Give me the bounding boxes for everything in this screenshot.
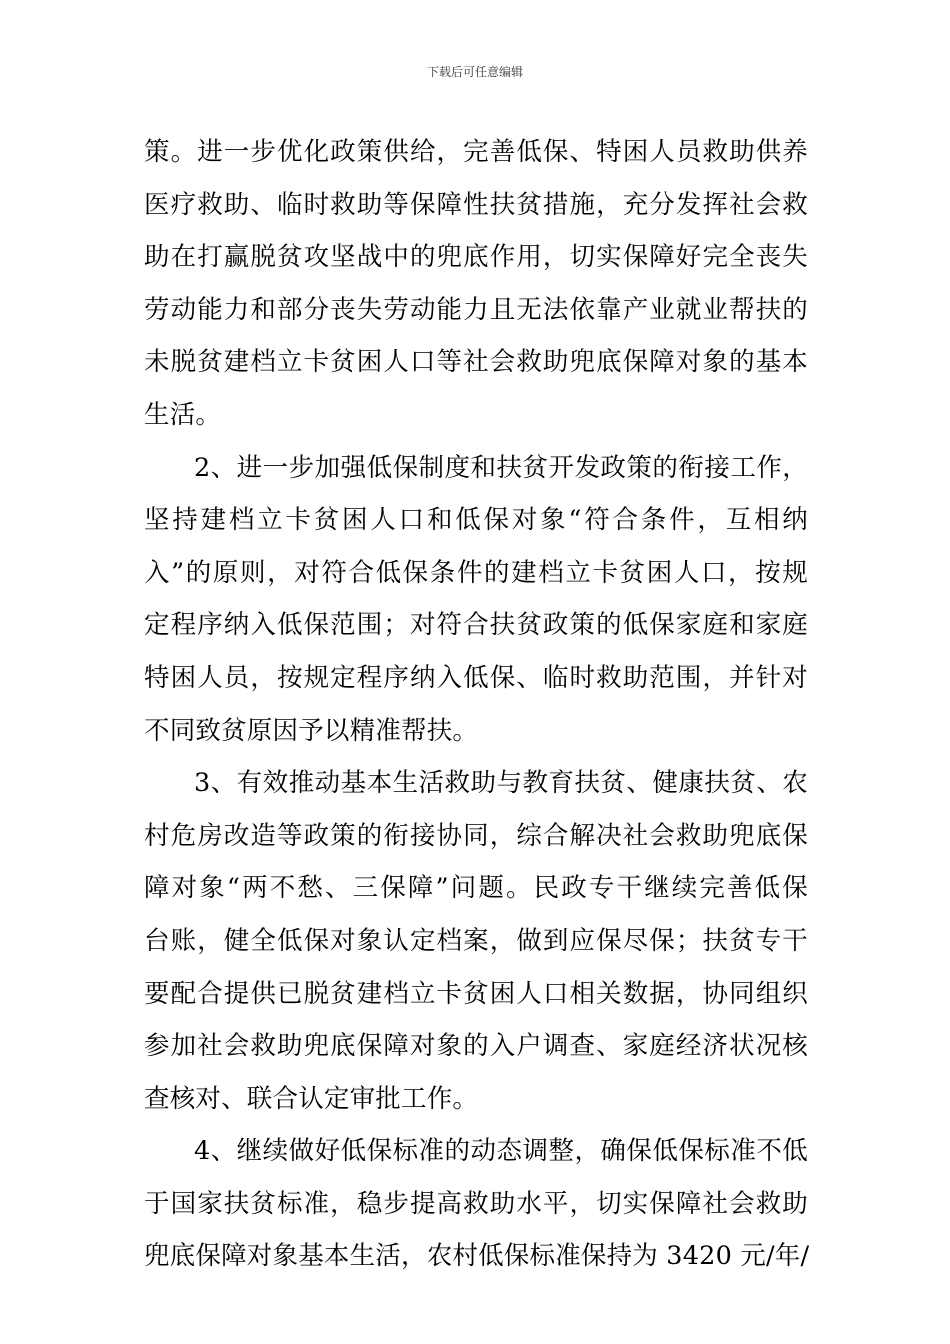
text-line: 坚持建档立卡贫困人口和低保对象“符合条件，互相纳 — [144, 505, 808, 536]
text-line: 参加社会救助兜底保障对象的入户调查、家庭经济状况核 — [144, 1031, 808, 1062]
text-line: 定程序纳入低保范围；对符合扶贫政策的低保家庭和家庭 — [144, 610, 808, 641]
paragraph-start-line: 4、继续做好低保标准的动态调整，确保低保标准不低 — [194, 1136, 808, 1167]
text-line: 要配合提供已脱贫建档立卡贫困人口相关数据，协同组织 — [144, 978, 808, 1009]
page-header-note: 下载后可任意编辑 — [426, 65, 523, 79]
text-line: 特困人员，按规定程序纳入低保、临时救助范围，并针对 — [144, 662, 808, 693]
text-line: 医疗救助、临时救助等保障性扶贫措施，充分发挥社会救 — [144, 189, 808, 220]
text-line: 策。进一步优化政策供给，完善低保、特困人员救助供养 — [144, 137, 808, 167]
text-line: 台账，健全低保对象认定档案，做到应保尽保；扶贫专干 — [144, 925, 808, 956]
text-line: 未脱贫建档立卡贫困人口等社会救助兜底保障对象的基本 — [144, 347, 808, 378]
text-line: 查核对、联合认定审批工作。 — [144, 1083, 479, 1114]
text-line: 助在打赢脱贫攻坚战中的兜底作用，切实保障好完全丧失 — [144, 242, 808, 273]
text-line: 不同致贫原因予以精准帮扶。 — [144, 715, 479, 746]
text-line: 劳动能力和部分丧失劳动能力且无法依靠产业就业帮扶的 — [144, 294, 808, 325]
text-line: 入”的原则，对符合低保条件的建档立卡贫困人口，按规 — [144, 557, 808, 588]
paragraph-start-line: 2、进一步加强低保制度和扶贫开发政策的衔接工作， — [194, 452, 808, 483]
text-line: 于国家扶贫标准，稳步提高救助水平，切实保障社会救助 — [144, 1188, 808, 1219]
text-line: 生活。 — [144, 399, 222, 430]
text-line: 障对象“两不愁、三保障”问题。民政专干继续完善低保 — [144, 873, 808, 904]
paragraph-start-line: 3、有效推动基本生活救助与教育扶贫、健康扶贫、农 — [194, 768, 808, 799]
document-body — [144, 128, 808, 1285]
text-line: 兜底保障对象基本生活，农村低保标准保持为 3420 元/年/ — [144, 1241, 810, 1272]
text-line: 村危房改造等政策的衔接协同，综合解决社会救助兜底保 — [144, 820, 808, 851]
